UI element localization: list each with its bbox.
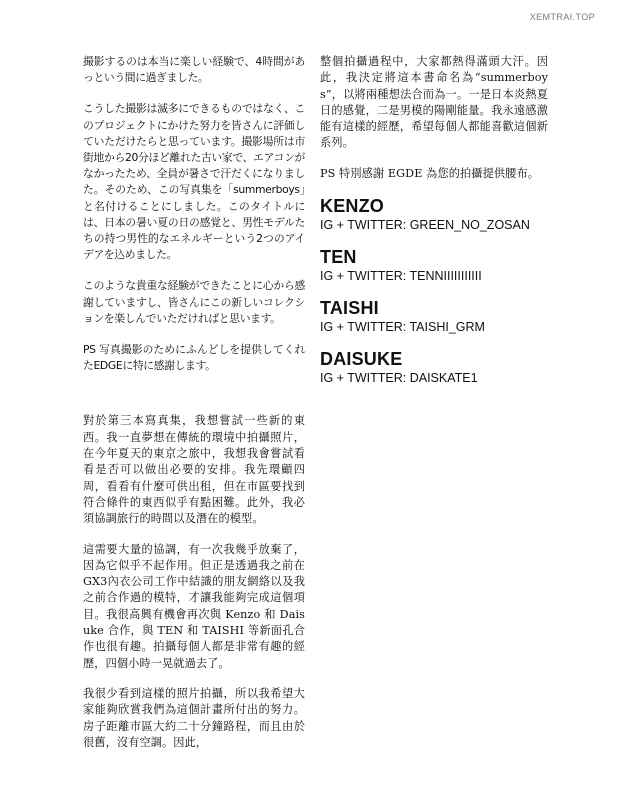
right-column <box>320 54 548 386</box>
model-credits <box>320 196 548 386</box>
model-social-handle: IG + TWITTER: GREEN_NO_ZOSAN <box>320 218 530 233</box>
zh-paragraph-continued: 整個拍攝過程中，大家都熱得滿頭大汗。因此，我決定將這本書命名為“summerboys”，以將兩種想法合而為一。一是日本炎熱夏日的感覺，二是男模的陽剛能量。我永遠感激能有這樣的經歷，希望每個人都能喜歡這個新系列。 <box>320 55 548 150</box>
jp-paragraph-2: こうした撮影は滅多にできるものではなく、このプロジェクトにかけた努力を皆さんに評価していただけたらと思っています。撮影場所は市街地から20分ほど離れた古い家で、エアコンがなかったため、全員が暑さで汗だくになりました。そのため、この写真集を「summerboys」と名付けることにしました。このタイトルには、日本の暑い夏の日の感覚と、男性モデルたちの持つ男性的なエネルギーという2つのアイデアを込めました。 <box>83 102 305 262</box>
jp-paragraph-1: 撮影するのは本当に楽しい経験で、4時間があっという間に過ぎました。 <box>83 55 305 85</box>
section-gap <box>83 389 305 413</box>
site-watermark: XEMTRAI.TOP <box>529 12 595 22</box>
zh-paragraph-1: 對於第三本寫真集，我想嘗試一些新的東西。我一直夢想在傳統的環境中拍攝照片，在今年夏天的東京之旅中，我想我會嘗試看看是否可以做出必要的安排。我先環顧四周，看看有什麼可供出租，但在市區要找到符合條件的東西似乎有點困難。此外，我必須協調旅行的時間以及潛在的模型。 <box>83 414 305 526</box>
model-social-handle: IG + TWITTER: TAISHI_GRM <box>320 320 485 335</box>
model-name: TEN <box>320 247 357 268</box>
jp-paragraph-3: このような貴重な経験ができたことに心から感謝していますし、皆さんにこの新しいコレクションを楽しんでいただければと思います。 <box>83 279 305 325</box>
credit-ten <box>320 247 548 284</box>
left-column <box>83 54 305 765</box>
model-name: KENZO <box>320 196 384 217</box>
model-social-handle: IG + TWITTER: DAISKATE1 <box>320 371 478 386</box>
credit-daisuke <box>320 349 548 386</box>
zh-paragraph-3: 我很少看到這樣的照片拍攝，所以我希望大家能夠欣賞我們為這個計畫所付出的努力。房子距離市區大約二十分鐘路程，而且由於很舊，沒有空調。因此， <box>83 686 305 749</box>
model-name: DAISUKE <box>320 349 403 370</box>
model-social-handle: IG + TWITTER: TENNIIIIIIIIIII <box>320 269 482 284</box>
model-name: TAISHI <box>320 298 379 319</box>
zh-thanks-paragraph: PS 特別感謝 EGDE 為您的拍攝提供腰布。 <box>320 166 540 180</box>
jp-paragraph-4: PS 写真撮影のためにふんどしを提供してくれたEDGEに特に感謝します。 <box>83 343 305 373</box>
credit-kenzo <box>320 196 548 233</box>
credit-taishi <box>320 298 548 335</box>
zh-paragraph-2: 這需要大量的協調，有一次我幾乎放棄了，因為它似乎不起作用。但正是透過我之前在GX3內衣公司工作中結識的朋友網絡以及我之前合作過的模特，才讓我能夠完成這個項目。我很高興有機會再次與 Kenzo 和 Daisuke 合作，與 TEN 和 TAISHI 等新面孔合作也很有趣。拍攝每個人都是非常有趣的經歷，四個小時一晃就過去了。 <box>83 542 305 670</box>
